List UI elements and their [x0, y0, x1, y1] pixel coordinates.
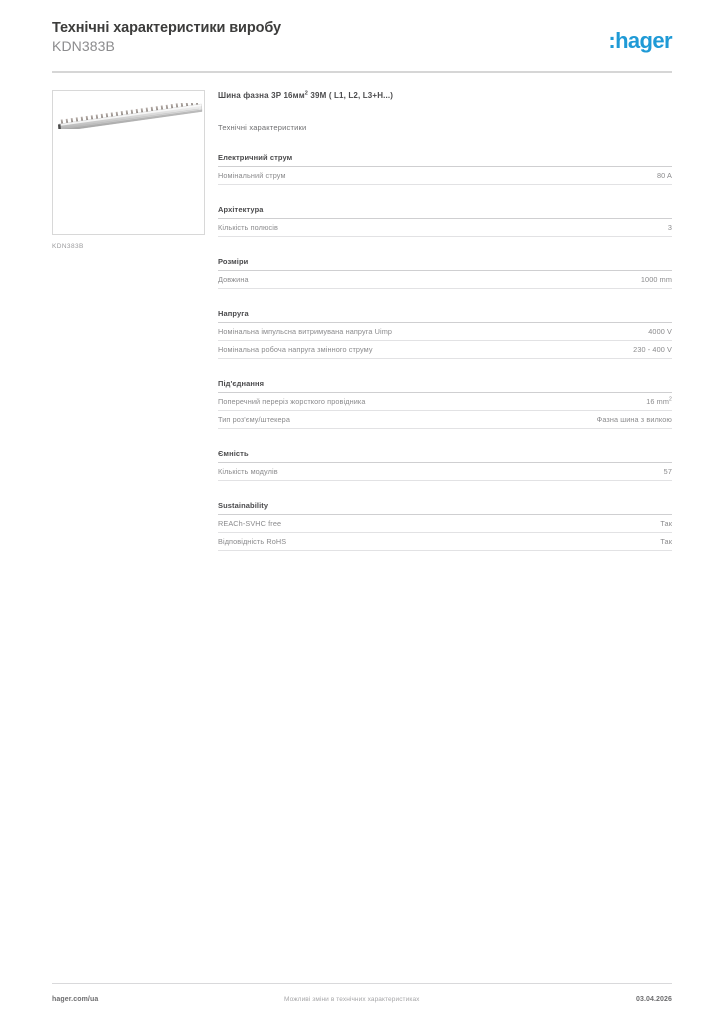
specifications-panel: [218, 90, 672, 551]
footer-divider: [52, 983, 672, 984]
spec-group: [218, 309, 672, 359]
spec-value: Так: [660, 518, 672, 528]
spec-value: Так: [660, 536, 672, 546]
spec-value: Фазна шина з вилкою: [596, 414, 672, 424]
hager-logo[interactable]: :hager: [608, 28, 672, 53]
specifications-heading: Технічні характеристики: [218, 123, 307, 132]
spec-label: Довжина: [218, 274, 249, 284]
spec-value: 16 $mm^2$: [646, 396, 672, 406]
spec-group-title: Електричний струм: [218, 153, 672, 167]
spec-group: [218, 205, 672, 237]
spec-groups-list: [218, 153, 672, 551]
spec-group: [218, 449, 672, 481]
footer-disclaimer: Можливі зміни в технічних характеристиках: [284, 996, 420, 1003]
spec-group: [218, 257, 672, 289]
page-header: [52, 20, 672, 72]
spec-row: [218, 323, 672, 341]
spec-label: Відповідність RoHS: [218, 536, 287, 546]
spec-row: [218, 515, 672, 533]
spec-row: [218, 219, 672, 237]
spec-label: Номінальний струм: [218, 170, 286, 180]
spec-row: [218, 167, 672, 185]
product-figure: [52, 90, 207, 250]
spec-row: [218, 271, 672, 289]
product-image-caption: KDN383B: [52, 243, 84, 250]
page-subtitle-product-code: KDN383B: [52, 38, 115, 54]
spec-label: Кількість модулів: [218, 466, 278, 476]
page-title: Технічні характеристики виробу: [52, 20, 281, 36]
spec-group-title: Архітектура: [218, 205, 672, 219]
spec-label: Номінальна робоча напруга змінного струму: [218, 344, 373, 354]
spec-group: [218, 153, 672, 185]
spec-group: [218, 379, 672, 429]
spec-row: [218, 463, 672, 481]
spec-value: 4000 V: [648, 326, 672, 336]
spec-group: [218, 501, 672, 551]
spec-group-title: Розміри: [218, 257, 672, 271]
footer-date: 03.04.2026: [635, 996, 672, 1003]
product-image-box: [52, 90, 205, 235]
spec-value: 3: [667, 222, 672, 232]
spec-row: [218, 533, 672, 551]
spec-group-title: Під'єднання: [218, 379, 672, 393]
spec-row: [218, 393, 672, 411]
page-footer: [52, 996, 672, 1003]
spec-label: Тип роз'єму/штекера: [218, 414, 290, 424]
spec-value: 80 A: [656, 170, 672, 180]
header-divider: [52, 71, 672, 73]
footer-website-link[interactable]: hager.com/ua: [52, 996, 99, 1003]
spec-label: Поперечний переріз жорсткого провідника: [218, 396, 366, 406]
busbar-photo: [56, 103, 203, 129]
spec-group-title: Ємність: [218, 449, 672, 463]
product-name: Шина фазна 3P $16мм^2$ 39M ( L1, L2, L3+H...): [218, 90, 394, 100]
spec-value: 1000 mm: [640, 274, 672, 284]
spec-row: [218, 411, 672, 429]
spec-label: Номінальна імпульсна витримувана напруга Uimp: [218, 326, 393, 336]
spec-value: 57: [663, 466, 672, 476]
spec-label: Кількість полюсів: [218, 222, 278, 232]
spec-row: [218, 341, 672, 359]
spec-group-title: Напруга: [218, 309, 672, 323]
spec-value: 230 - 400 V: [633, 344, 672, 354]
spec-label: REACh-SVHC free: [218, 518, 282, 528]
spec-group-title: Sustainability: [218, 501, 672, 515]
